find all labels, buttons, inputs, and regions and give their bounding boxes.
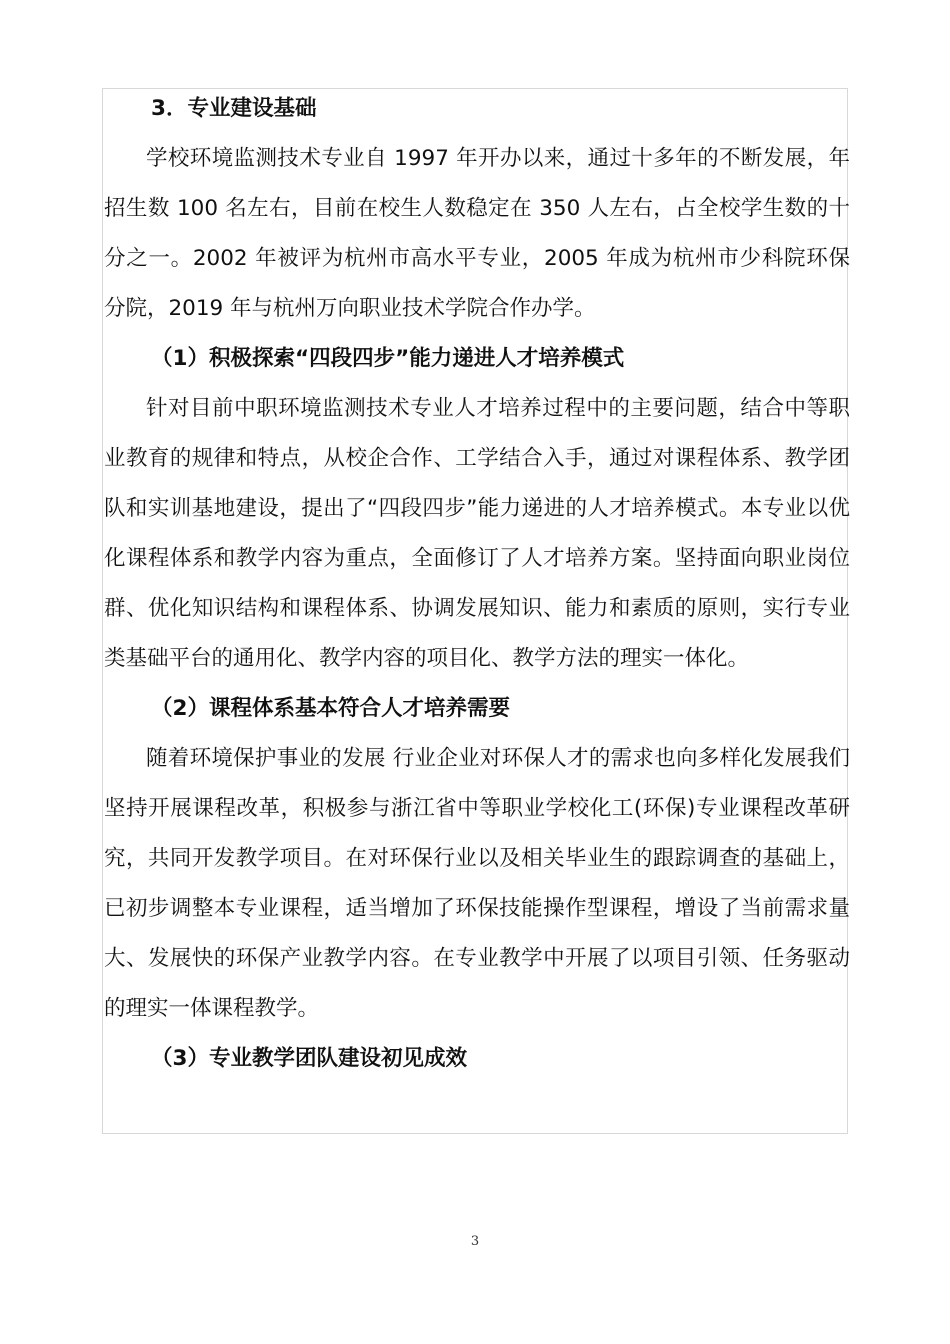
paragraph-intro: 学校环境监测技术专业自 1997 年开办以来，通过十多年的不断发展，年招生数 100 名左右，目前在校生人数稳定在 350 人左右，占全校学生数的十分之一。2002 年被评为杭州市高水平专业，2005 年成为杭州市少科院环保分院，2019 年与杭州万向职业技术学院合作办学。 [104,146,850,321]
paragraph-training-mode: 针对目前中职环境监测技术专业人才培养过程中的主要问题，结合中等职业教育的规律和特点，从校企合作、工学结合入手，通过对课程体系、教学团队和实训基地建设，提出了“四段四步”能力递进的人才培养模式。本专业以优化课程体系和教学内容为重点，全面修订了人才培养方案。坚持面向职业岗位群、优化知识结构和课程体系、协调发展知识、能力和素质的原则，实行专业类基础平台的通用化、教学内容的项目化、教学方法的理实一体化。 [104,396,850,671]
document-body [104,84,850,1084]
subheading-teaching-team: （3）专业教学团队建设初见成效 [151,1046,467,1071]
subheading-training-mode: （1）积极探索“四段四步”能力递进人才培养模式 [151,346,625,371]
subheading-curriculum: （2）课程体系基本符合人才培养需要 [151,696,510,721]
paragraph-curriculum: 随着环境保护事业的发展 行业企业对环保人才的需求也向多样化发展我们坚持开展课程改革，积极参与浙江省中等职业学校化工(环保)专业课程改革研究，共同开发教学项目。在对环保行业以及相关毕业生的跟踪调查的基础上，已初步调整本专业课程，适当增加了环保技能操作型课程，增设了当前需求量大、发展快的环保产业教学内容。在专业教学中开展了以项目引领、任务驱动的理实一体课程教学。 [104,746,850,1021]
page-number: 3 [470,1234,480,1249]
section-heading: 3．专业建设基础 [151,96,317,121]
